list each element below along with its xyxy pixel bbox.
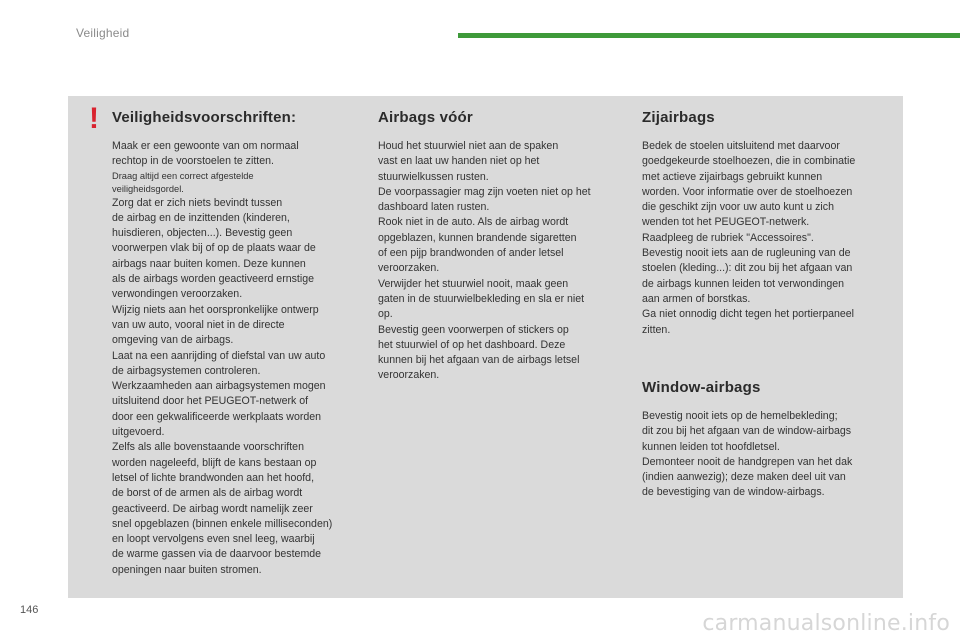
- safety-instructions-heading: Veiligheidsvoorschriften:: [112, 109, 297, 126]
- side-airbags-text: [642, 139, 894, 338]
- text-line: snel opgeblazen (binnen enkele milliseconden): [112, 517, 333, 530]
- text-line: aan armen of borstkas.: [642, 292, 751, 305]
- text-line: de borst of de armen als de airbag wordt: [112, 487, 303, 500]
- front-airbags-text: [378, 139, 630, 384]
- text-line: stuurwielkussen rusten.: [378, 170, 489, 183]
- text-line: de bevestiging van de window-airbags.: [642, 486, 825, 499]
- text-line: airbags naar buiten komen. Deze kunnen: [112, 257, 306, 270]
- text-line: worden nageleefd, blijft de kans bestaan op: [112, 456, 317, 469]
- text-line: de airbagsystemen controleren.: [112, 364, 261, 377]
- text-line: (indien aanwezig); deze maken deel uit van: [642, 471, 846, 484]
- text-line: dashboard laten rusten.: [378, 201, 490, 214]
- text-line: dit zou bij het afgaan van de window-airbags: [642, 425, 852, 438]
- safety-instructions-text: [112, 139, 364, 578]
- text-line: door een gekwalificeerde werkplaats worden: [112, 410, 322, 423]
- text-line: veroorzaken.: [378, 262, 440, 275]
- text-line: Bevestig geen voorwerpen of stickers op: [378, 323, 569, 336]
- text-line: worden. Voor informatie over de stoelhoezen: [642, 185, 853, 198]
- text-line: kunnen leiden tot hoofdletsel.: [642, 440, 780, 453]
- text-line: Maak er een gewoonte van om normaal: [112, 140, 299, 152]
- header-accent-bar: [458, 33, 960, 38]
- text-line: uitsluitend door het PEUGEOT-netwerk of: [112, 395, 309, 408]
- text-line: verwondingen veroorzaken.: [112, 288, 243, 301]
- text-line: en loopt vervolgens even snel leeg, waarbij: [112, 533, 315, 546]
- window-airbags-text: [642, 409, 894, 501]
- text-line: letsel of lichte brandwonden aan het hoofd,: [112, 471, 315, 484]
- text-line: Bevestig nooit iets op de hemelbekleding;: [642, 410, 838, 422]
- text-line: Zelfs als alle bovenstaande voorschriften: [112, 441, 304, 454]
- front-airbags-column: [378, 108, 630, 384]
- text-line: kunnen bij het afgaan van de airbags letsel: [378, 354, 580, 367]
- text-line: veiligheidsgordel.: [112, 183, 184, 194]
- text-line: Draag altijd een correct afgestelde: [112, 170, 254, 181]
- side-airbags-column: [642, 108, 894, 338]
- warning-exclamation-icon: !: [89, 102, 99, 135]
- window-airbags-heading: Window-airbags: [642, 379, 761, 396]
- text-line: de warme gassen via de daarvoor bestemde: [112, 548, 322, 561]
- text-line: Laat na een aanrijding of diefstal van uw auto: [112, 349, 326, 362]
- side-airbags-heading: Zijairbags: [642, 109, 715, 126]
- text-line: opgeblazen, kunnen brandende sigaretten: [378, 231, 577, 244]
- page-number: 146: [20, 604, 39, 616]
- text-line: Raadpleeg de rubriek "Accessoires".: [642, 231, 814, 244]
- text-line: voorwerpen vlak bij of op de plaats waar de: [112, 242, 316, 255]
- text-line: met actieve zijairbags gebruikt kunnen: [642, 170, 823, 183]
- text-line: huisdieren, objecten...). Bevestig geen: [112, 227, 293, 240]
- text-line: goedgekeurde stoelhoezen, die in combinatie: [642, 155, 856, 168]
- front-airbags-heading: Airbags vóór: [378, 109, 473, 126]
- text-line: uitgevoerd.: [112, 426, 165, 439]
- text-line: Houd het stuurwiel niet aan de spaken: [378, 140, 559, 152]
- text-line: zitten.: [642, 323, 671, 336]
- text-line: de airbag en de inzittenden (kinderen,: [112, 211, 290, 224]
- text-line: Werkzaamheden aan airbagsystemen mogen: [112, 380, 326, 393]
- text-line: rechtop in de voorstoelen te zitten.: [112, 155, 274, 168]
- safety-instructions-column: [112, 108, 364, 578]
- text-line: Ga niet onnodig dicht tegen het portierpaneel: [642, 308, 855, 321]
- text-line: als de airbags worden geactiveerd ernstige: [112, 273, 314, 286]
- text-line: Zorg dat er zich niets bevindt tussen: [112, 196, 283, 209]
- text-line: omgeving van de airbags.: [112, 334, 234, 347]
- text-line: Wijzig niets aan het oorspronkelijke ontwerp: [112, 303, 319, 316]
- text-line: Bedek de stoelen uitsluitend met daarvoor: [642, 140, 840, 152]
- text-line: veroorzaken.: [378, 369, 440, 382]
- text-line: gaten in de stuurwielbekleding en sla er niet: [378, 292, 585, 305]
- text-line: Demonteer nooit de handgrepen van het dak: [642, 455, 853, 468]
- text-line: Bevestig nooit iets aan de rugleuning van de: [642, 247, 851, 260]
- text-line: het stuurwiel of op het dashboard. Deze: [378, 338, 566, 351]
- text-line: geactiveerd. De airbag wordt namelijk zeer: [112, 502, 313, 515]
- section-title: Veiligheid: [76, 26, 130, 40]
- text-line: De voorpassagier mag zijn voeten niet op het: [378, 185, 591, 198]
- text-line: Rook niet in de auto. Als de airbag wordt: [378, 216, 569, 229]
- text-line: stoelen (kleding...): dit zou bij het afgaan van: [642, 262, 853, 275]
- text-line: openingen naar buiten stromen.: [112, 563, 262, 576]
- watermark: carmanualsonline.info: [702, 611, 950, 636]
- text-line: op.: [378, 308, 393, 321]
- text-line: wenden tot het PEUGEOT-netwerk.: [642, 216, 810, 229]
- text-line: vast en laat uw handen niet op het: [378, 155, 540, 168]
- window-airbags-column: [642, 378, 894, 501]
- text-line: van uw auto, vooral niet in de directe: [112, 318, 285, 331]
- text-line: de airbags kunnen leiden tot verwondingen: [642, 277, 845, 290]
- text-line: Verwijder het stuurwiel nooit, maak geen: [378, 277, 569, 290]
- text-line: die geschikt zijn voor uw auto kunt u zich: [642, 201, 834, 214]
- text-line: of een pijp brandwonden of ander letsel: [378, 247, 564, 260]
